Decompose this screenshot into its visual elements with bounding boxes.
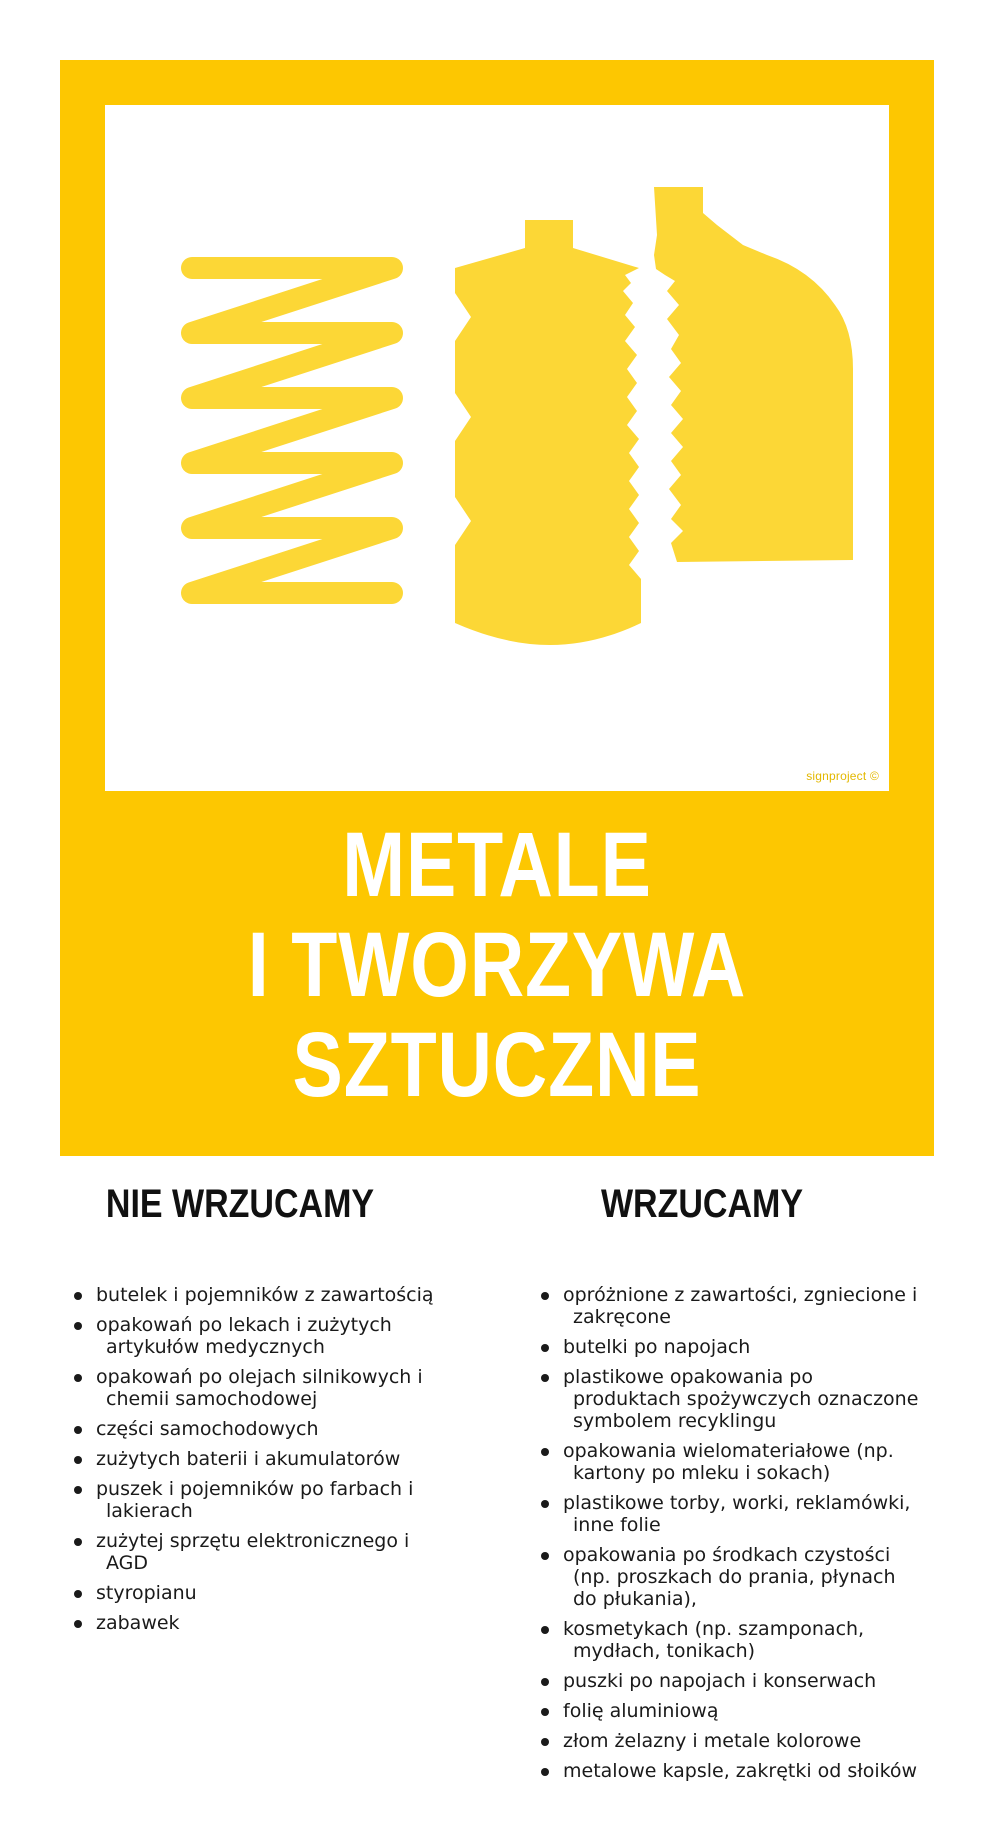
credit-text: signproject © xyxy=(806,769,879,783)
list-item-text-cont: inne folie xyxy=(573,1514,661,1536)
list-item-text-cont: artykułów medycznych xyxy=(106,1336,325,1358)
allowed-column xyxy=(537,1180,957,1790)
list-item-text: puszek i pojemników po farbach i xyxy=(96,1478,414,1500)
list-item-text: kosmetykach (np. szamponach, xyxy=(563,1618,865,1640)
allowed-list xyxy=(537,1284,957,1782)
list-item xyxy=(537,1700,957,1722)
list-item xyxy=(537,1284,957,1328)
list-item xyxy=(70,1314,460,1358)
list-item-text: puszki po napojach i konserwach xyxy=(563,1670,877,1692)
list-item-text-cont: chemii samochodowej xyxy=(106,1388,318,1410)
canister-icon xyxy=(654,187,853,562)
list-item-text: opakowania po środkach czystości xyxy=(563,1544,891,1566)
pictogram-box xyxy=(105,105,889,791)
not-allowed-column xyxy=(70,1180,470,1642)
list-item-text: plastikowe torby, worki, reklamówki, xyxy=(563,1492,911,1514)
list-item xyxy=(70,1418,460,1440)
list-item-text: styropianu xyxy=(96,1582,197,1604)
list-item-text-cont: kartony po mleku i sokach) xyxy=(573,1462,831,1484)
title-line-3: SZTUCZNE xyxy=(292,1014,702,1116)
list-item-text: metalowe kapsle, zakrętki od słoików xyxy=(563,1760,918,1782)
list-item-text: butelek i pojemników z zawartością xyxy=(96,1284,434,1306)
list-item-text: zużytej sprzętu elektronicznego i xyxy=(96,1530,410,1552)
list-item-text: zużytych baterii i akumulatorów xyxy=(96,1448,401,1470)
list-item xyxy=(70,1612,460,1634)
list-item xyxy=(537,1760,957,1782)
not-allowed-list xyxy=(70,1284,460,1634)
list-item-text-cont: mydłach, tonikach) xyxy=(573,1640,756,1662)
list-item-text: części samochodowych xyxy=(96,1418,319,1440)
list-item xyxy=(537,1730,957,1752)
list-item-text-cont: AGD xyxy=(106,1552,149,1574)
list-item-text: złom żelazny i metale kolorowe xyxy=(563,1730,862,1752)
pictogram xyxy=(105,105,889,791)
list-item xyxy=(537,1336,957,1358)
plastic-bottle-icon xyxy=(455,220,641,645)
list-item xyxy=(70,1366,460,1410)
list-item-text-cont: (np. proszkach do prania, płynach xyxy=(573,1566,896,1588)
list-item-text-cont: do płukania), xyxy=(573,1588,697,1610)
list-item xyxy=(537,1544,957,1610)
list-item-text-cont: zakręcone xyxy=(573,1306,671,1328)
list-item-text: butelki po napojach xyxy=(563,1336,751,1358)
title-line-1: METALE xyxy=(342,814,652,916)
title-line-2: I TWORZYWA xyxy=(247,914,747,1016)
list-item xyxy=(537,1440,957,1484)
list-item xyxy=(537,1618,957,1662)
list-item xyxy=(70,1582,460,1604)
list-item-text: opakowań po olejach silnikowych i xyxy=(96,1366,423,1388)
category-panel xyxy=(60,60,934,1156)
page-title xyxy=(139,815,856,1115)
list-item-text-cont: produktach spożywczych oznaczone xyxy=(573,1388,919,1410)
allowed-heading: WRZUCAMY xyxy=(600,1182,804,1226)
list-item-text: folię aluminiową xyxy=(563,1700,719,1722)
spring-icon xyxy=(192,268,392,593)
list-item-text: opakowania wielomateriałowe (np. xyxy=(563,1440,894,1462)
list-item xyxy=(537,1366,957,1432)
list-item-text: plastikowe opakowania po xyxy=(563,1366,813,1388)
list-item xyxy=(70,1530,460,1574)
list-item-text: zabawek xyxy=(96,1612,180,1634)
not-allowed-heading: NIE WRZUCAMY xyxy=(105,1182,375,1226)
list-item xyxy=(70,1448,460,1470)
list-item xyxy=(537,1670,957,1692)
list-item xyxy=(70,1478,460,1522)
list-item xyxy=(537,1492,957,1536)
list-item-text-cont: symbolem recyklingu xyxy=(573,1410,777,1432)
list-item-text: opróżnione z zawartości, zgniecione i xyxy=(563,1284,918,1306)
list-item-text: opakowań po lekach i zużytych xyxy=(96,1314,392,1336)
list-item xyxy=(70,1284,460,1306)
list-item-text-cont: lakierach xyxy=(106,1500,193,1522)
